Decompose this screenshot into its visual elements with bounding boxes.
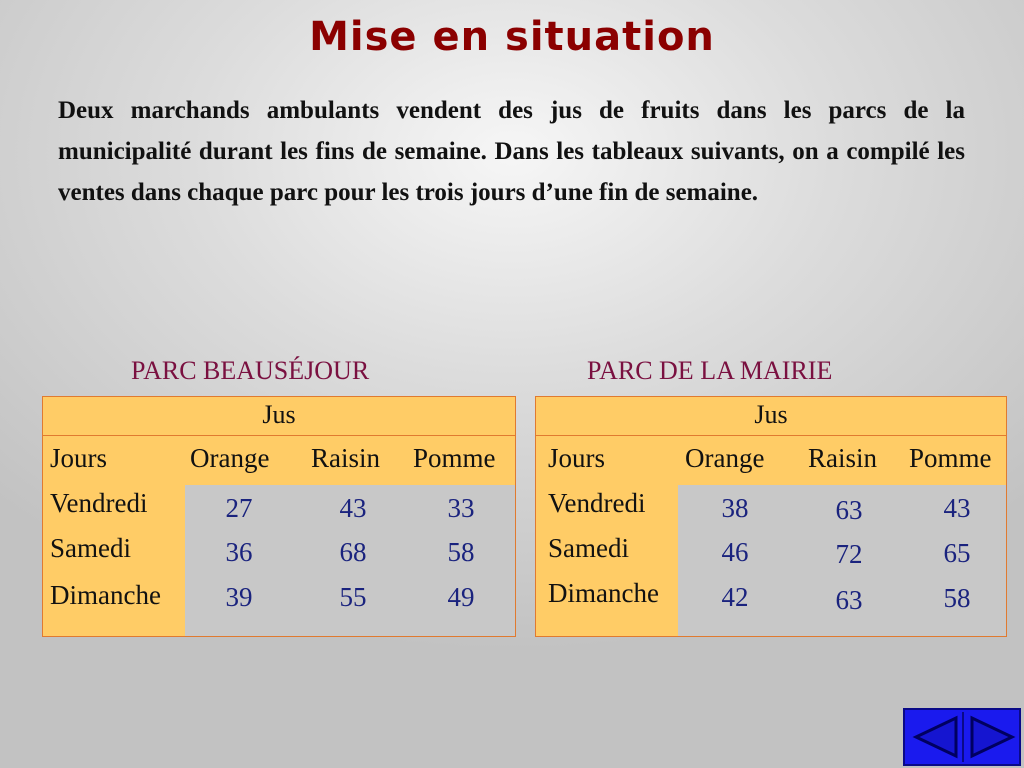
table-title-beausejour: PARC BEAUSÉJOUR xyxy=(131,356,370,385)
cell-value: 27 xyxy=(225,493,253,523)
sales-table-beausejour xyxy=(42,396,516,637)
triangle-left-icon xyxy=(908,712,964,762)
cell-value: 72 xyxy=(835,539,863,569)
cell-value: 43 xyxy=(943,493,971,523)
row-label-dimanche: Dimanche xyxy=(548,578,659,608)
header-raisin: Raisin xyxy=(311,443,381,473)
header-pomme: Pomme xyxy=(413,443,496,473)
cell-value: 42 xyxy=(721,582,749,612)
header-orange: Orange xyxy=(685,443,765,473)
group-header: Jus xyxy=(43,397,515,436)
cell-value: 33 xyxy=(447,493,475,523)
cell-value: 63 xyxy=(835,585,863,615)
header-raisin: Raisin xyxy=(808,443,878,473)
next-slide-button[interactable] xyxy=(964,712,1020,762)
sales-table-mairie xyxy=(535,396,1007,637)
cell-value: 36 xyxy=(225,537,253,567)
cell-value: 49 xyxy=(447,582,475,612)
row-label-vendredi: Vendredi xyxy=(50,488,148,518)
header-jours: Jours xyxy=(50,443,108,473)
slide-title: Mise en situation xyxy=(309,14,715,60)
cell-value: 65 xyxy=(943,538,971,568)
cell-value: 43 xyxy=(339,493,367,523)
triangle-right-icon xyxy=(964,712,1020,762)
intro-paragraph: Deux marchands ambulants vendent des jus de fruits dans les parcs de la municipalité durant les fins de semaine. Dans les tableaux suivants, on a compilé les ventes dans chaque parc pour les trois jours d’une fin de semaine. xyxy=(58,97,965,206)
row-label-samedi: Samedi xyxy=(50,533,131,563)
header-orange: Orange xyxy=(190,443,270,473)
cell-value: 39 xyxy=(225,582,253,612)
cell-value: 63 xyxy=(835,495,863,525)
group-header: Jus xyxy=(536,397,1006,436)
slide-navigation xyxy=(903,708,1021,766)
cell-value: 58 xyxy=(447,537,475,567)
cell-value: 58 xyxy=(943,583,971,613)
previous-slide-button[interactable] xyxy=(908,712,964,762)
header-jours: Jours xyxy=(548,443,606,473)
row-label-dimanche: Dimanche xyxy=(50,580,161,610)
cell-value: 68 xyxy=(339,537,367,567)
row-label-samedi: Samedi xyxy=(548,533,629,563)
cell-value: 55 xyxy=(339,582,367,612)
row-label-vendredi: Vendredi xyxy=(548,488,646,518)
cell-value: 46 xyxy=(721,537,749,567)
cell-value: 38 xyxy=(721,493,749,523)
table-title-mairie: PARC DE LA MAIRIE xyxy=(587,356,833,385)
header-pomme: Pomme xyxy=(909,443,992,473)
